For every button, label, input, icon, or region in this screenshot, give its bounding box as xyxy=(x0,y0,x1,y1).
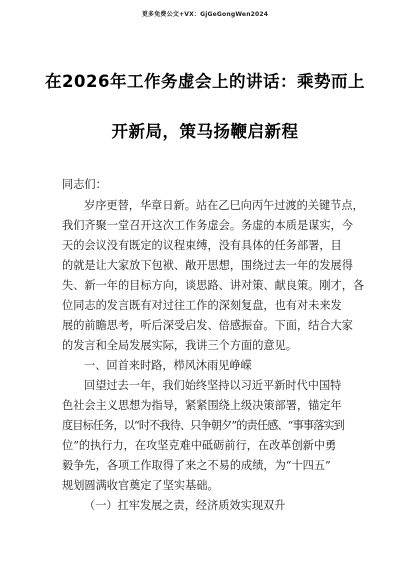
paragraph-line: 位同志的发言既有对过往工作的深刻复盘，也有对未来发 xyxy=(62,299,342,312)
paragraph-line: 的发言和全局发展实际，我讲三个方面的意见。 xyxy=(62,339,297,352)
document-title-line-1: 在2026年工作务虚会上的讲话：乘势而上 xyxy=(45,72,365,91)
paragraph-line: 失、新一年的目标方向，谈思路、讲对策、献良策。刚才，各 xyxy=(62,279,365,292)
paragraph-line: 回望过去一年，我们始终坚持以习近平新时代中国特 xyxy=(84,379,342,392)
document-body xyxy=(62,196,365,516)
subsection-heading: （一）扛牢发展之责，经济质效实现双升 xyxy=(84,499,286,512)
paragraph-line: 岁序更替，华章日新。站在乙巳向丙午过渡的关键节点， xyxy=(84,199,364,212)
paragraph-line: 位”的执行力，在攻坚克难中砥砺前行，在改革创新中勇 xyxy=(62,439,337,452)
section-heading: 一、回首来时路，栉风沐雨见峥嵘 xyxy=(84,359,252,372)
paragraph-line: 我们齐聚一堂召开这次工作务虚会。务虚的本质是谋实，今 xyxy=(62,219,353,232)
paragraph-line: 规划圆满收官奠定了坚实基础。 xyxy=(62,479,219,492)
salutation: 同志们： xyxy=(62,178,107,191)
paragraph-line: 的就是让大家放下包袱、敞开思想，围绕过去一年的发展得 xyxy=(62,259,353,272)
paragraph-line: 展的前瞻思考，听后深受启发、倍感振奋。下面，结合大家 xyxy=(62,319,353,332)
paragraph-line: 度目标任务，以“时不我待、只争朝夕”的责任感、“事事落实到 xyxy=(62,419,344,432)
paragraph-line: 色社会主义思想为指导，紧紧围绕上级决策部署，锚定年 xyxy=(62,399,342,412)
header-note: 更多免费公文+VX：GjGeGongWen2024 xyxy=(141,11,269,18)
paragraph-line: 天的会议没有既定的议程束缚，没有具体的任务部署，目 xyxy=(62,239,342,252)
document-title-line-2: 开新局，策马扬鞭启新程 xyxy=(111,122,299,141)
paragraph-line: 毅争先，各项工作取得了来之不易的成绩，为“十四五” xyxy=(62,459,331,472)
